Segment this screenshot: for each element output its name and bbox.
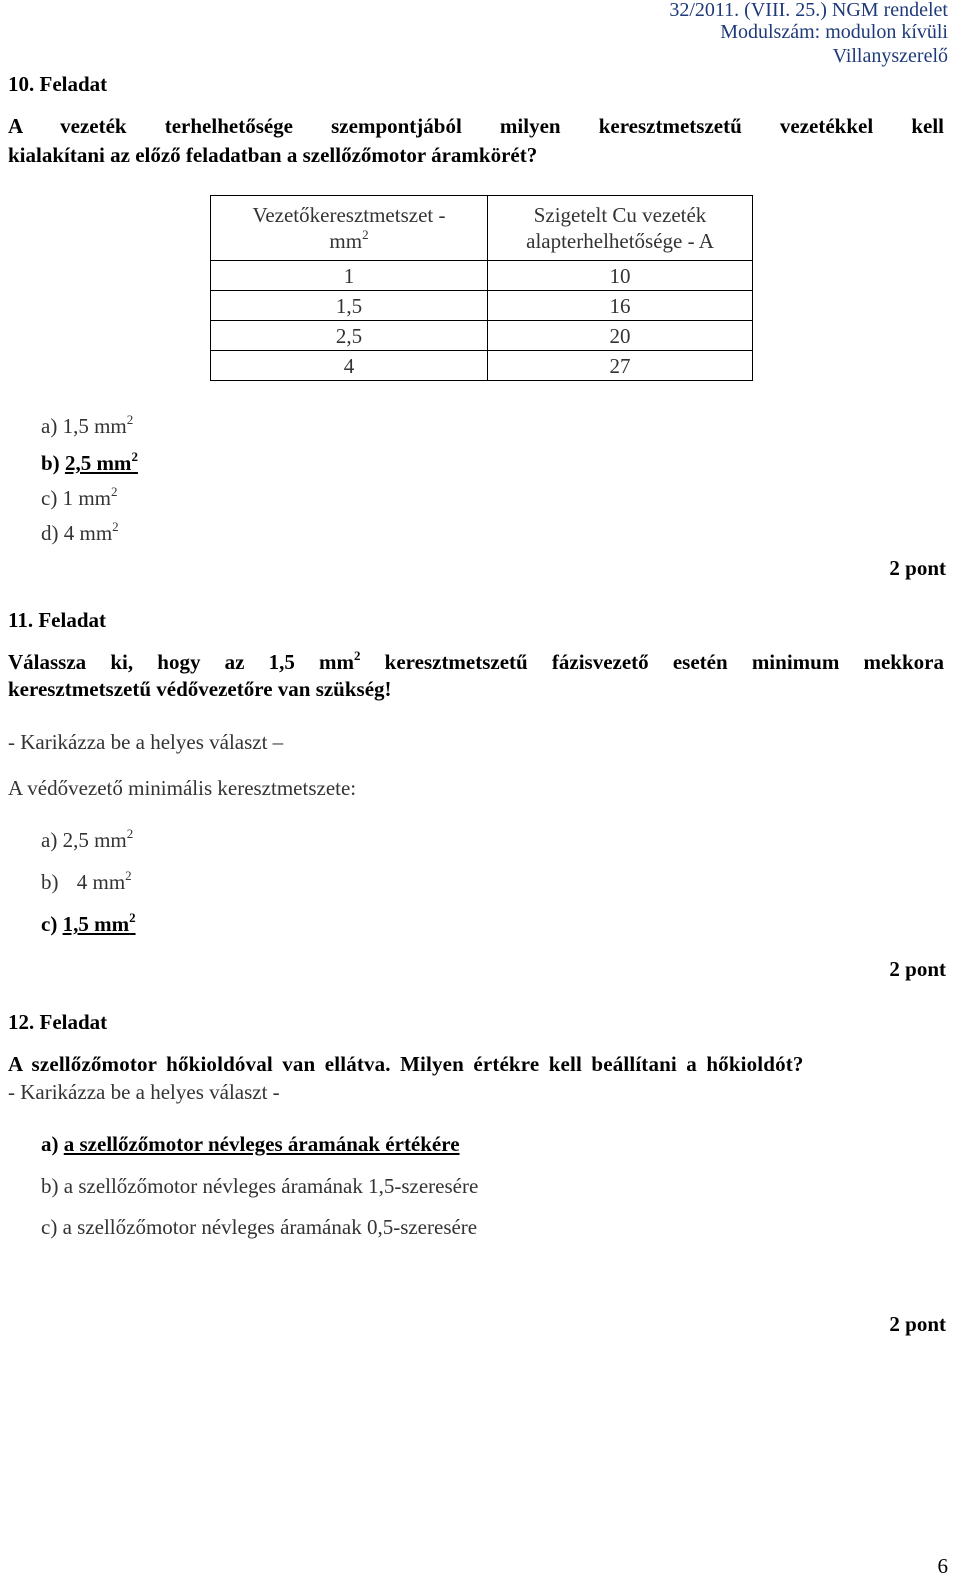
task10-option-b[interactable] (41, 451, 138, 476)
task10-option-d[interactable] (41, 521, 119, 546)
option-value: a szellőzőmotor névleges áramának 0,5-szeresére (62, 1215, 478, 1239)
option-value (63, 912, 136, 936)
task11-option-a[interactable] (41, 828, 133, 853)
option-sup: 2 (126, 412, 134, 427)
table-header-unit-sup: 2 (362, 227, 369, 242)
table-header-load-line2: alapterhelhetősége - A (526, 229, 714, 253)
task10-question-line2: kialakítani az előző feladatban a szellőzőmotor áramkörét? (8, 143, 538, 167)
option-value: 2,5 mm (62, 828, 127, 852)
task12-option-a[interactable] (41, 1132, 460, 1157)
option-sup: 2 (112, 519, 119, 534)
option-letter: c) (41, 912, 58, 936)
table-header-unit: mm (329, 229, 363, 253)
task11-question-line1 (8, 650, 944, 675)
table-header-load (488, 196, 753, 261)
task10-option-c[interactable] (41, 486, 118, 511)
table-cell-cross-section: 4 (211, 351, 488, 381)
table-cell-load: 20 (488, 321, 753, 351)
table-row (211, 321, 753, 351)
table-cell-load: 16 (488, 291, 753, 321)
task11-title: 11. Feladat (8, 608, 106, 632)
table-cell-cross-section: 2,5 (211, 321, 488, 351)
task11-prompt: A védővezető minimális keresztmetszete: (8, 776, 357, 800)
option-letter: b) (41, 870, 59, 894)
option-sup: 2 (125, 868, 132, 883)
page-number: 6 (937, 1554, 948, 1578)
table-header-cross-section-line1: Vezetőkeresztmetszet - (252, 203, 446, 227)
task10-points: 2 pont (889, 556, 946, 580)
option-value (65, 451, 138, 475)
option-value: 1,5 mm (62, 414, 127, 438)
option-sup: 2 (131, 449, 138, 464)
table-cell-cross-section: 1 (211, 261, 488, 291)
task12-option-c[interactable] (41, 1215, 477, 1240)
option-value: a szellőzőmotor névleges áramának értékére (63, 1132, 460, 1156)
option-value-text: 2,5 mm (64, 451, 132, 475)
task12-option-b[interactable] (41, 1174, 478, 1199)
option-letter: c) (41, 486, 58, 510)
cross-section-table (210, 195, 753, 381)
option-letter: b) (41, 451, 60, 475)
option-value: 4 mm (76, 870, 126, 894)
table-header-cross-section (211, 196, 488, 261)
option-letter: b) (41, 1174, 59, 1198)
table-header-load-line1: Szigetelt Cu vezeték (533, 203, 707, 227)
table-row (211, 261, 753, 291)
task11-question-part-b: keresztmetszetű fázisvezető esetén minimum mekkora (360, 650, 944, 674)
option-letter: a) (41, 414, 58, 438)
option-value: a szellőzőmotor névleges áramának 1,5-szeresére (63, 1174, 479, 1198)
option-letter: c) (41, 1215, 58, 1239)
task12-instruction: - Karikázza be a helyes választ - (8, 1080, 280, 1104)
table-header-cross-section-line2 (211, 228, 487, 254)
option-value: 1 mm (62, 486, 111, 510)
option-letter: d) (41, 521, 59, 545)
task10-question-line1: A vezeték terhelhetősége szempontjából milyen keresztmetszetű vezetékkel kell (8, 114, 944, 138)
table-cell-load: 27 (488, 351, 753, 381)
option-value: 4 mm (63, 521, 113, 545)
table-header-row (211, 196, 753, 261)
option-sup: 2 (111, 484, 118, 499)
task12-title: 12. Feladat (8, 1010, 108, 1034)
table-row (211, 291, 753, 321)
task11-option-b[interactable] (41, 870, 132, 895)
table-cell-cross-section: 1,5 (211, 291, 488, 321)
header-profession: Villanyszerelő (832, 45, 948, 67)
task11-question-part-a: Válassza ki, hogy az 1,5 mm (8, 650, 355, 674)
table-row (211, 351, 753, 381)
task11-question-sup: 2 (354, 648, 361, 663)
option-value-text: 1,5 mm (62, 912, 130, 936)
task11-points: 2 pont (889, 957, 946, 981)
task10-option-a[interactable] (41, 414, 133, 439)
option-sup: 2 (129, 910, 136, 925)
option-sup: 2 (126, 826, 134, 841)
task11-instruction: - Karikázza be a helyes választ – (8, 730, 284, 754)
task11-option-c[interactable] (41, 912, 136, 937)
header-regulation: 32/2011. (VIII. 25.) NGM rendelet (669, 0, 948, 21)
header-module: Modulszám: modulon kívüli (720, 21, 948, 43)
table-cell-load: 10 (488, 261, 753, 291)
option-letter: a) (41, 828, 58, 852)
option-letter: a) (41, 1132, 59, 1156)
task12-points: 2 pont (889, 1312, 946, 1336)
task11-question-line2: keresztmetszetű védővezetőre van szükség! (8, 677, 392, 701)
task12-question: A szellőzőmotor hőkioldóval van ellátva. Milyen értékre kell beállítani a hőkioldót? (8, 1052, 804, 1076)
task10-title: 10. Feladat (8, 72, 108, 96)
